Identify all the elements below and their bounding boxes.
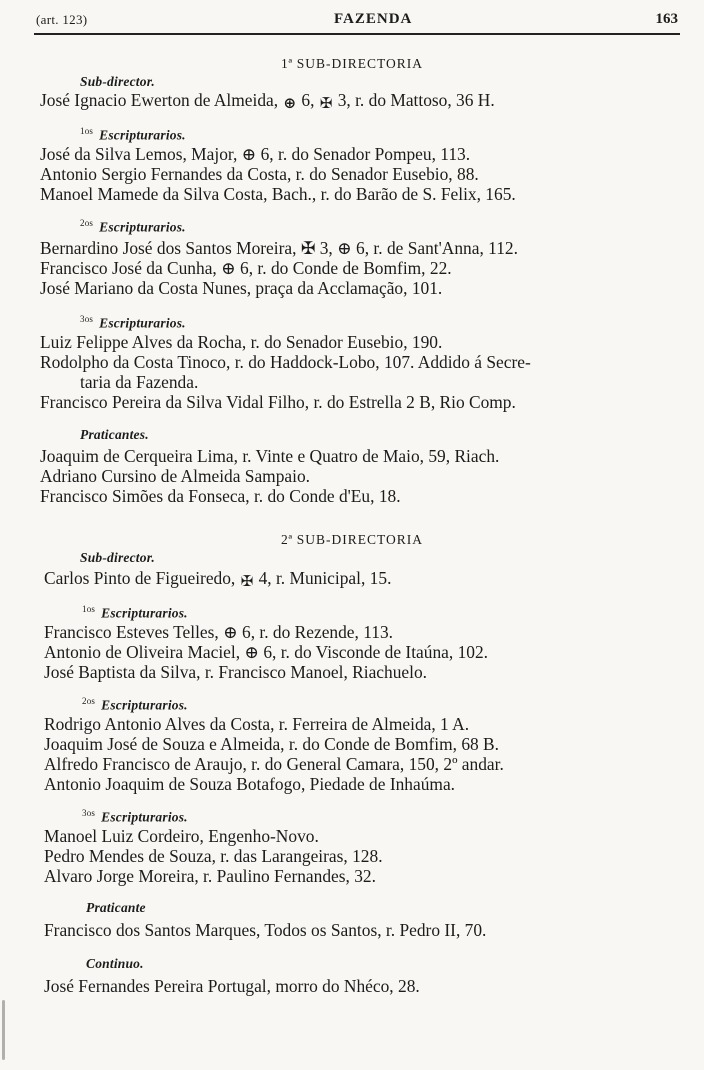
list-item: José Fernandes Pereira Portugal, morro do Nhéco, 28. (44, 976, 420, 996)
role-label-text: Escripturarios. (101, 697, 188, 713)
role-ordinal: 3os (80, 314, 94, 324)
scan-artifact (2, 1000, 5, 1060)
list-item: Rodrigo Antonio Alves da Costa, r. Ferreira de Almeida, 1 A. (44, 714, 470, 734)
role-ordinal: 2os (80, 218, 94, 228)
section-title: SUB-DIRECTORIA (296, 56, 423, 71)
role-ordinal: 2os (82, 696, 96, 706)
header-title: FAZENDA (334, 11, 413, 27)
list-item: Francisco dos Santos Marques, Todos os Santos, r. Pedro II, 70. (44, 920, 487, 940)
list-item: Francisco Simões da Fonseca, r. do Conde d'Eu, 18. (40, 486, 401, 506)
list-item: Antonio Joaquim de Souza Botafogo, Piedade de Inhaúma. (44, 774, 456, 794)
role-label (80, 126, 186, 144)
subdirector-name: Carlos Pinto de Figueiredo, (44, 568, 240, 588)
list-item: Alvaro Jorge Moreira, r. Paulino Fernandes, 32. (44, 866, 376, 886)
subdirector-grade: 6, (301, 90, 319, 110)
subdirector-name: José Ignacio Ewerton de Almeida, (40, 90, 283, 110)
list-item: José Mariano da Costa Nunes, praça da Acclamação, 101. (40, 278, 443, 298)
list-item: Manoel Luiz Cordeiro, Engenho-Novo. (44, 826, 319, 846)
role-label (86, 900, 146, 916)
list-item-continuation: taria da Fazenda. (80, 372, 199, 392)
role-label (80, 314, 186, 332)
role-label (86, 956, 144, 972)
role-label (82, 696, 188, 714)
list-item: Francisco Pereira da Silva Vidal Filho, r. do Estrella 2 B, Rio Comp. (40, 392, 516, 412)
list-item: Joaquim de Cerqueira Lima, r. Vinte e Quatro de Maio, 59, Riach. (40, 446, 500, 466)
section-heading (0, 56, 704, 72)
role-ordinal: 1os (82, 604, 96, 614)
list-item: Adriano Cursino de Almeida Sampaio. (40, 466, 310, 486)
cross-icon: ✠ (240, 572, 254, 590)
running-header (34, 6, 680, 32)
role-label-text: Escripturarios. (101, 605, 188, 621)
list-item: Francisco José da Cunha, ⊕ 6, r. do Conde de Bomfim, 22. (40, 258, 452, 278)
list-item: Pedro Mendes de Souza, r. das Larangeiras, 128. (44, 846, 383, 866)
list-item: Antonio de Oliveira Maciel, ⊕ 6, r. do Visconde de Itaúna, 102. (44, 642, 489, 662)
role-label (82, 808, 188, 826)
list-item: José da Silva Lemos, Major, ⊕ 6, r. do Senador Pompeu, 113. (40, 144, 471, 164)
section-heading (0, 532, 704, 548)
role-label-text: Escripturarios. (99, 315, 186, 331)
role-label: Sub-director. (80, 74, 155, 89)
header-article-ref: (art. 123) (36, 12, 88, 27)
role-ordinal: 1os (80, 126, 94, 136)
role-label (80, 218, 186, 236)
role-label-text: Praticante (86, 900, 146, 915)
list-item: Manoel Mamede da Silva Costa, Bach., r. do Barão de S. Felix, 165. (40, 184, 516, 204)
subdirector-line (40, 90, 495, 113)
list-item: Antonio Sergio Fernandes da Costa, r. do Senador Eusebio, 88. (40, 164, 479, 184)
role-label: Sub-director. (80, 550, 155, 565)
cross-icon: ✠ (319, 94, 333, 112)
role-label-text: Praticantes. (80, 427, 149, 442)
rosette-icon: ⊕ (283, 94, 297, 112)
subdirector-address: 3, r. do Mattoso, 36 H. (337, 90, 495, 110)
list-item: Bernardino José dos Santos Moreira, ✠ 3, ⊕ 6, r. de Sant'Anna, 112. (40, 238, 518, 258)
list-item: Joaquim José de Souza e Almeida, r. do Conde de Bomfim, 68 B. (44, 734, 500, 754)
list-item: Alfredo Francisco de Araujo, r. do General Camara, 150, 2º andar. (44, 754, 504, 774)
role-label-text: Continuo. (86, 956, 144, 971)
role-label-text: Escripturarios. (101, 809, 188, 825)
section-title: SUB-DIRECTORIA (296, 532, 423, 547)
subdirector-line (44, 568, 391, 591)
page-number: 163 (655, 11, 678, 27)
list-item: Rodolpho da Costa Tinoco, r. do Haddock-Lobo, 107. Addido á Secre- (40, 352, 531, 372)
role-label-text: Escripturarios. (99, 127, 186, 143)
list-item: José Baptista da Silva, r. Francisco Manoel, Riachuelo. (44, 662, 428, 682)
section-ordinal: 2ª (281, 532, 293, 547)
subdirector-address: 4, r. Municipal, 15. (258, 568, 392, 588)
role-label-text: Escripturarios. (99, 219, 186, 235)
list-item: Luiz Felippe Alves da Rocha, r. do Senador Eusebio, 190. (40, 332, 443, 352)
role-ordinal: 3os (82, 808, 96, 818)
section-ordinal: 1ª (281, 56, 293, 71)
header-rule (34, 33, 680, 35)
role-label (82, 604, 188, 622)
list-item: Francisco Esteves Telles, ⊕ 6, r. do Rezende, 113. (44, 622, 394, 642)
role-label (80, 427, 149, 443)
